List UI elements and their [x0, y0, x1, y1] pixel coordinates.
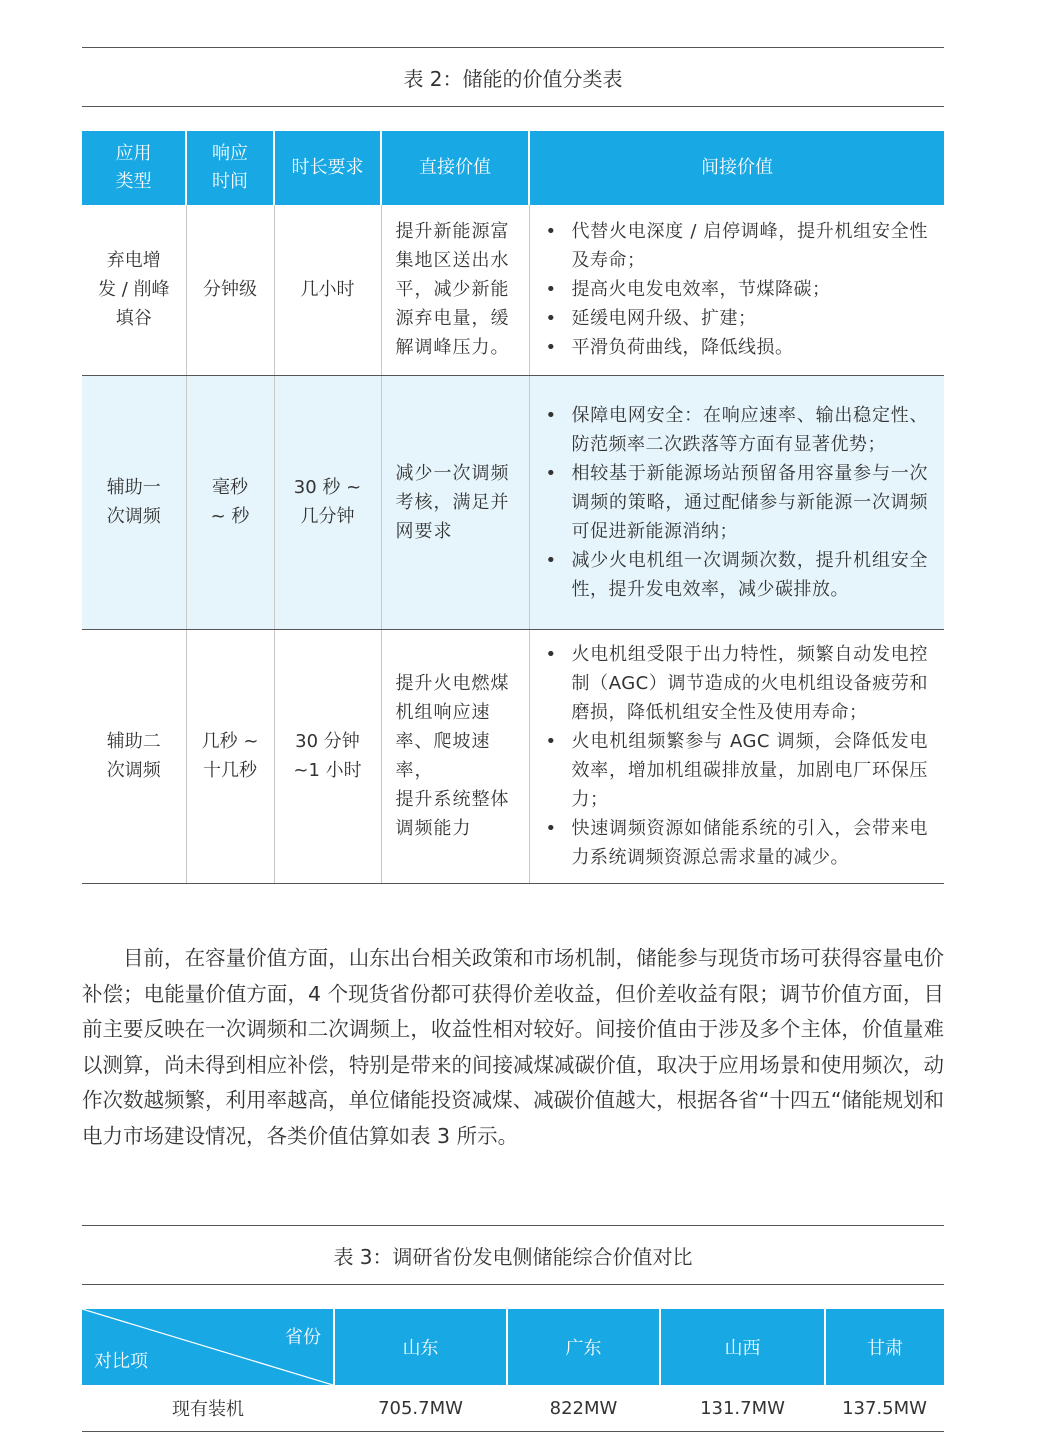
corner-top-label: 省份	[285, 1327, 321, 1348]
value-cell: 131.7MW	[660, 1385, 825, 1432]
list-item: • 火电机组频繁参与 AGC 调频，会降低发电效率，增加机组碳排放量，加剧电厂环保压力；	[572, 727, 929, 814]
province-header: 山西	[660, 1309, 825, 1385]
table3-caption: 表 3：调研省份发电侧储能综合价值对比	[82, 1225, 944, 1285]
direct-value-cell: 提升火电燃煤 机组响应速 率、爬坡速率， 提升系统整体 调频能力	[381, 629, 529, 883]
province-header: 山东	[334, 1309, 507, 1385]
storage-value-table	[82, 131, 944, 884]
header-cell: 应用 类型	[82, 131, 186, 205]
direct-value-cell: 减少一次调频 考核，满足并 网要求	[381, 375, 529, 629]
duration-cell: 30 分钟 ~1 小时	[274, 629, 381, 883]
header-cell: 响应 时间	[186, 131, 274, 205]
response-cell: 毫秒 ~ 秒	[186, 375, 274, 629]
province-header: 甘肃	[825, 1309, 944, 1385]
indirect-value-cell	[529, 375, 944, 629]
table2-caption: 表 2：储能的价值分类表	[82, 47, 944, 107]
list-item: • 减少火电机组一次调频次数，提升机组安全性，提升发电效率，减少碳排放。	[572, 546, 929, 604]
corner-bottom-label: 对比项	[94, 1351, 148, 1372]
value-cell: 822MW	[507, 1385, 660, 1432]
row-label: 现有装机	[82, 1385, 334, 1432]
header-cell: 间接价值	[529, 131, 944, 205]
indirect-list	[536, 640, 939, 872]
duration-cell: 几小时	[274, 205, 381, 375]
list-item: • 保障电网安全：在响应速率、输出稳定性、防范频率二次跌落等方面有显著优势；	[572, 401, 929, 459]
table-header-row	[82, 131, 944, 205]
duration-cell: 30 秒 ~ 几分钟	[274, 375, 381, 629]
list-item: • 快速调频资源如储能系统的引入，会带来电力系统调频资源总需求量的减少。	[572, 814, 929, 872]
type-cell: 弃电增 发 / 削峰 填谷	[82, 205, 186, 375]
body-paragraph: 目前，在容量价值方面，山东出台相关政策和市场机制，储能参与现货市场可获得容量电价补偿；电能量价值方面，4 个现货省份都可获得价差收益，但价差收益有限；调节价值方面，目前主要反映在一次调频和二次调频上，收益性相对较好。间接价值由于涉及多个主体，价值量难以测算，尚未得到相应补偿，特别是带来的间接减煤减碳价值，取决于应用场景和使用频次，动作次数越频繁，利用率越高，单位储能投资减煤、减碳价值越大，根据各省“十四五“储能规划和电力市场建设情况，各类价值估算如表 3 所示。	[82, 946, 944, 1148]
indirect-list	[536, 217, 939, 362]
indirect-value-cell	[529, 205, 944, 375]
header-cell: 时长要求	[274, 131, 381, 205]
type-cell: 辅助一 次调频	[82, 375, 186, 629]
response-cell: 几秒 ~ 十几秒	[186, 629, 274, 883]
diagonal-header-cell	[82, 1309, 334, 1385]
list-item: • 提高火电发电效率，节煤降碳；	[572, 275, 929, 304]
table-row	[82, 205, 944, 375]
table-row	[82, 1385, 944, 1432]
direct-value-cell: 提升新能源富 集地区送出水 平，减少新能 源弃电量，缓 解调峰压力。	[381, 205, 529, 375]
header-cell: 直接价值	[381, 131, 529, 205]
province-comparison-table	[82, 1309, 944, 1432]
table-row	[82, 629, 944, 883]
table-row	[82, 375, 944, 629]
list-item: • 平滑负荷曲线，降低线损。	[572, 333, 929, 362]
indirect-list	[536, 401, 939, 604]
table-header-row	[82, 1309, 944, 1385]
response-cell: 分钟级	[186, 205, 274, 375]
value-cell: 137.5MW	[825, 1385, 944, 1432]
list-item: • 代替火电深度 / 启停调峰，提升机组安全性及寿命；	[572, 217, 929, 275]
value-cell: 705.7MW	[334, 1385, 507, 1432]
list-item: • 相较基于新能源场站预留备用容量参与一次调频的策略，通过配储参与新能源一次调频可促进新能源消纳；	[572, 459, 929, 546]
list-item: • 火电机组受限于出力特性，频繁自动发电控制（AGC）调节造成的火电机组设备疲劳和磨损，降低机组安全性及使用寿命；	[572, 640, 929, 727]
province-header: 广东	[507, 1309, 660, 1385]
list-item: • 延缓电网升级、扩建；	[572, 304, 929, 333]
indirect-value-cell	[529, 629, 944, 883]
type-cell: 辅助二 次调频	[82, 629, 186, 883]
